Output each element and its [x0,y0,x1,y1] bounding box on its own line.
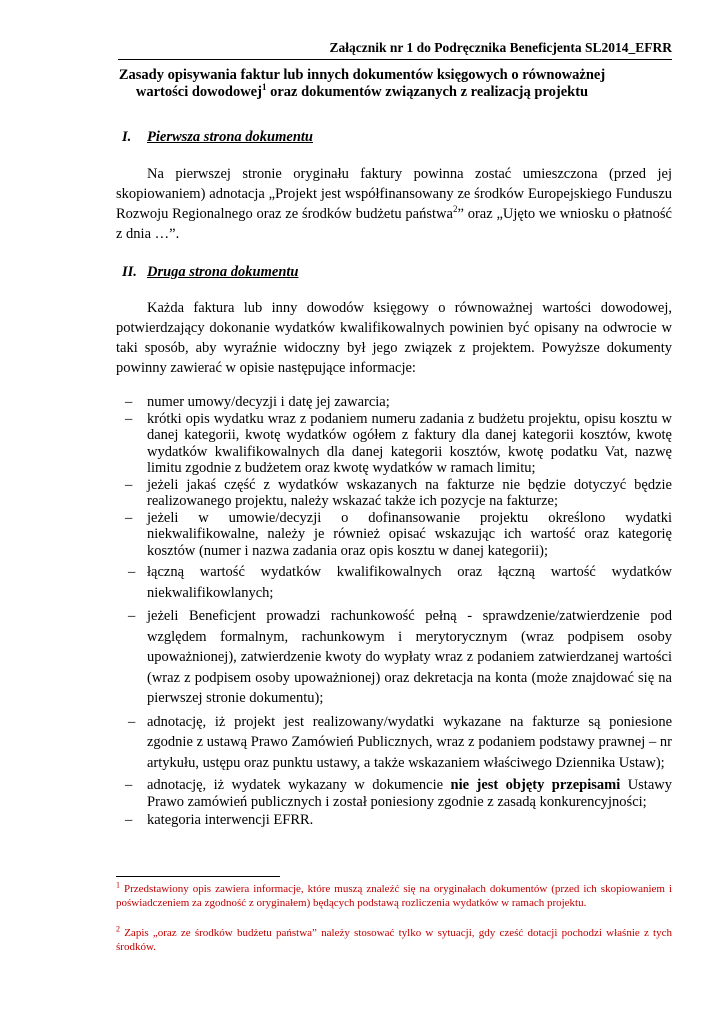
list-item-text: adnotację, iż wydatek wykazany w dokumencie [147,777,451,793]
section-2-title: Druga strona dokumentu [147,264,299,280]
footnote-1 [116,880,672,910]
footnote-1-text: Przedstawiony opis zawiera informacje, które muszą znaleźć się na oryginałach dokumentów (przed ich skopiowaniem i poświadczeniem za zgodność z oryginałem) będących podstawą rozliczenia wydatków w ramach projektu. [116,883,672,909]
dash-bullet: – [128,564,136,580]
footnote-2 [116,924,672,954]
section-1-paragraph-text: Na pierwszej stronie oryginału faktury powinna zostać umieszczona (przed jej skopiowaniem) adnotacja „Projekt jest współfinansowany ze środków Europejskiego Funduszu Rozwoju Regionalnego oraz ze środków budżetu państwa [116,166,672,222]
footnote-ref-2: 2 [452,204,458,215]
footnote-2-text: Zapis „oraz ze środków budżetu państwa” należy stosować tylko w sytuacji, gdy cześć dotacji pochodzi właśnie z tych środków. [116,927,672,953]
list-item [116,606,672,709]
dash-bullet: – [125,394,133,410]
list-item [116,394,672,411]
footnote-2-mark: 2 [116,924,120,934]
list-item [116,812,672,829]
dash-bullet: – [125,476,133,493]
section-2-heading [122,264,299,281]
list-item-text: krótki opis wydatku wraz z podaniem numeru zadania z budżetu projektu, opisu kosztu w danej kategorii, kwotę wydatków ogółem z faktury dla danej kategorii kosztów, kwotę wydatków kwalifikowalnych dla danej kategorii kosztów, kwotę podatku Vat, nazwę limitu zgodnie z budżetem oraz kwotę wydatków w ramach limitu; [147,410,672,476]
title-line-1: Zasady opisywania faktur lub innych dokumentów księgowych o równoważnej [118,67,606,83]
section-2-number: II. [122,264,137,280]
list-item-text: adnotację, iż projekt jest realizowany/wydatki wykazane na fakturze są poniesione zgodnie z ustawą Prawo Zamówień Publicznych, wraz z podaniem podstawy prawnej – nr artykułu, ustępu oraz punktu ustawy, a także wskazaniem właściwego Dziennika Ustaw); [147,713,672,771]
title-line-2 [52,84,672,101]
list-item-text: jeżeli jakaś część z wydatków wskazanych na fakturze nie będzie dotyczyć będzie realizowanego projektu, należy wskazać także ich pozycje na fakturze; [147,476,672,509]
header-rule [118,59,672,60]
section-1-paragraph-end: ” oraz „Ujęto we wniosku o płatność z dnia …”. [116,206,672,242]
dash-bullet: – [125,410,133,427]
list-item-text: łączną wartość wydatków kwalifikowalnych oraz łączną wartość wydatków niekwalifikowlanych; [147,564,672,601]
list-item-text: numer umowy/decyzji i datę jej zawarcia; [147,394,390,410]
document-title [52,67,672,101]
page-header: Załącznik nr 1 do Podręcznika Beneficjenta SL2014_EFRR [329,40,672,55]
title-line-2-end: oraz dokumentów związanych z realizacją projektu [266,84,589,100]
dash-bullet: – [128,713,136,730]
list-item [116,411,672,477]
list-item [116,777,672,810]
footnote-ref-1: 1 [261,82,267,93]
section-1-title: Pierwsza strona dokumentu [147,129,313,145]
dash-bullet: – [128,608,136,624]
list-item [116,510,672,560]
list-item-text: kategoria interwencji EFRR. [147,812,314,828]
footnote-separator [116,876,280,877]
dash-bullet: – [125,812,133,828]
title-line-2-start: wartości dowodowej [135,84,262,100]
list-item-bold-text: nie jest objęty przepisami [450,777,621,793]
list-item [116,562,672,603]
dash-bullet: – [125,509,133,526]
list-item [116,477,672,510]
section-1-paragraph [116,164,672,244]
required-info-list [116,394,672,829]
list-item [116,712,672,774]
list-item-text-end: Ustawy Prawo zamówień publicznych i został poniesiony zgodnie z zasadą konkurencyjności; [147,777,672,810]
footnote-1-mark: 1 [116,880,120,890]
section-1-number: I. [122,129,132,145]
section-1-heading [122,129,313,146]
section-2-paragraph: Każda faktura lub inny dowodów księgowy o równoważnej wartości dowodowej, potwierdzający dokonanie wydatków kwalifikowalnych powinien być opisany na odwrocie w taki sposób, aby wyraźnie widoczny był jego związek z projektem. Powyższe dokumenty powinny zawierać w opisie następujące informacje: [116,300,672,376]
list-item-text: jeżeli w umowie/decyzji o dofinansowanie projektu określono wydatki niekwalifikowalne, należy je również opisać wskazując ich wartość oraz kategorię kosztów (numer i nazwa zadania oraz opis kosztu w danej kategorii); [147,509,672,559]
dash-bullet: – [125,777,133,793]
list-item-text: jeżeli Beneficjent prowadzi rachunkowość pełną - sprawdzenie/zatwierdzenie pod względem formalnym, rachunkowym i merytorycznym (wraz podpisem osoby upoważnionej), zatwierdzenie kwoty do wypłaty wraz z podaniem zatwierdzanej wartości (wraz z podpisem osoby upoważnionej) oraz dekretacja na konta (może znajdować się na pierwszej stronie dokumentu); [147,608,672,706]
